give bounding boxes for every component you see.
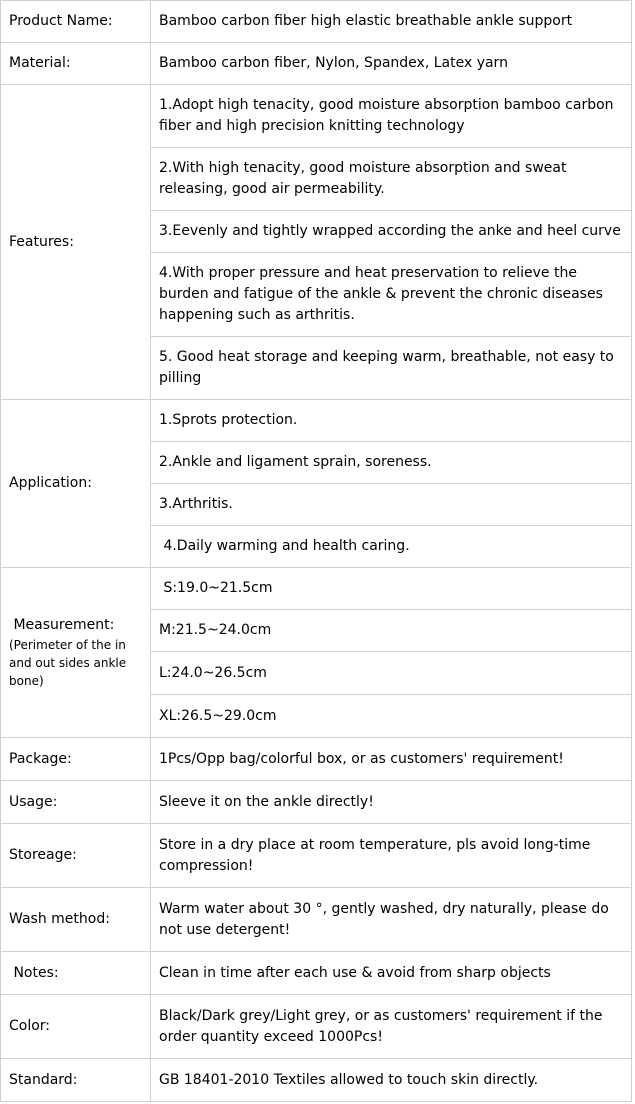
table-row [1, 400, 632, 442]
application-item: 2.Ankle and ligament sprain, soreness. [151, 442, 632, 484]
table-row [1, 43, 632, 85]
table-row [1, 738, 632, 781]
table-row [1, 824, 632, 888]
measurement-item: XL:26.5~29.0cm [151, 695, 632, 738]
row-value-color: Black/Dark grey/Light grey, or as customers' requirement if the order quantity exceed 1000Pcs! [151, 995, 632, 1059]
row-value-package: 1Pcs/Opp bag/colorful box, or as customers' requirement! [151, 738, 632, 781]
features-item: 3.Eevenly and tightly wrapped according the anke and heel curve [151, 211, 632, 253]
application-item: 1.Sprots protection. [151, 400, 632, 442]
row-label-package: Package: [1, 738, 151, 781]
measurement-item: M:21.5~24.0cm [151, 610, 632, 652]
application-item: 3.Arthritis. [151, 484, 632, 526]
features-item: 1.Adopt high tenacity, good moisture absorption bamboo carbon fiber and high precision knitting technology [151, 85, 632, 148]
table-row [1, 888, 632, 952]
row-value-notes: Clean in time after each use & avoid from sharp objects [151, 952, 632, 995]
row-value-material: Bamboo carbon fiber, Nylon, Spandex, Latex yarn [151, 43, 632, 85]
table-row [1, 1059, 632, 1102]
features-item: 4.With proper pressure and heat preservation to relieve the burden and fatigue of the ankle & prevent the chronic diseases happening such as arthritis. [151, 253, 632, 337]
row-label-standard: Standard: [1, 1059, 151, 1102]
row-value-product-name: Bamboo carbon fiber high elastic breathable ankle support [151, 1, 632, 43]
row-label-measurement [1, 568, 151, 738]
measurement-sub-label: (Perimeter of the in and out sides ankle bone) [9, 638, 127, 688]
measurement-label: Measurement: [9, 617, 115, 633]
table-row [1, 568, 632, 610]
row-label-color: Color: [1, 995, 151, 1059]
table-row [1, 995, 632, 1059]
row-label-application: Application: [1, 400, 151, 568]
features-item: 5. Good heat storage and keeping warm, breathable, not easy to pilling [151, 337, 632, 400]
row-label-material: Material: [1, 43, 151, 85]
row-label-features: Features: [1, 85, 151, 400]
row-value-usage: Sleeve it on the ankle directly! [151, 781, 632, 824]
measurement-item: L:24.0~26.5cm [151, 652, 632, 695]
row-label-wash-method: Wash method: [1, 888, 151, 952]
table-row [1, 952, 632, 995]
row-label-usage: Usage: [1, 781, 151, 824]
row-value-standard: GB 18401-2010 Textiles allowed to touch skin directly. [151, 1059, 632, 1102]
application-item: 4.Daily warming and health caring. [151, 526, 632, 568]
table-row [1, 85, 632, 148]
row-value-wash-method: Warm water about 30 °, gently washed, dry naturally, please do not use detergent! [151, 888, 632, 952]
row-label-notes: Notes: [1, 952, 151, 995]
row-label-product-name: Product Name: [1, 1, 151, 43]
table-row [1, 781, 632, 824]
row-label-storeage: Storeage: [1, 824, 151, 888]
table-row [1, 1, 632, 43]
measurement-item: S:19.0~21.5cm [151, 568, 632, 610]
features-item: 2.With high tenacity, good moisture absorption and sweat releasing, good air permeability. [151, 148, 632, 211]
row-value-storeage: Store in a dry place at room temperature, pls avoid long-time compression! [151, 824, 632, 888]
